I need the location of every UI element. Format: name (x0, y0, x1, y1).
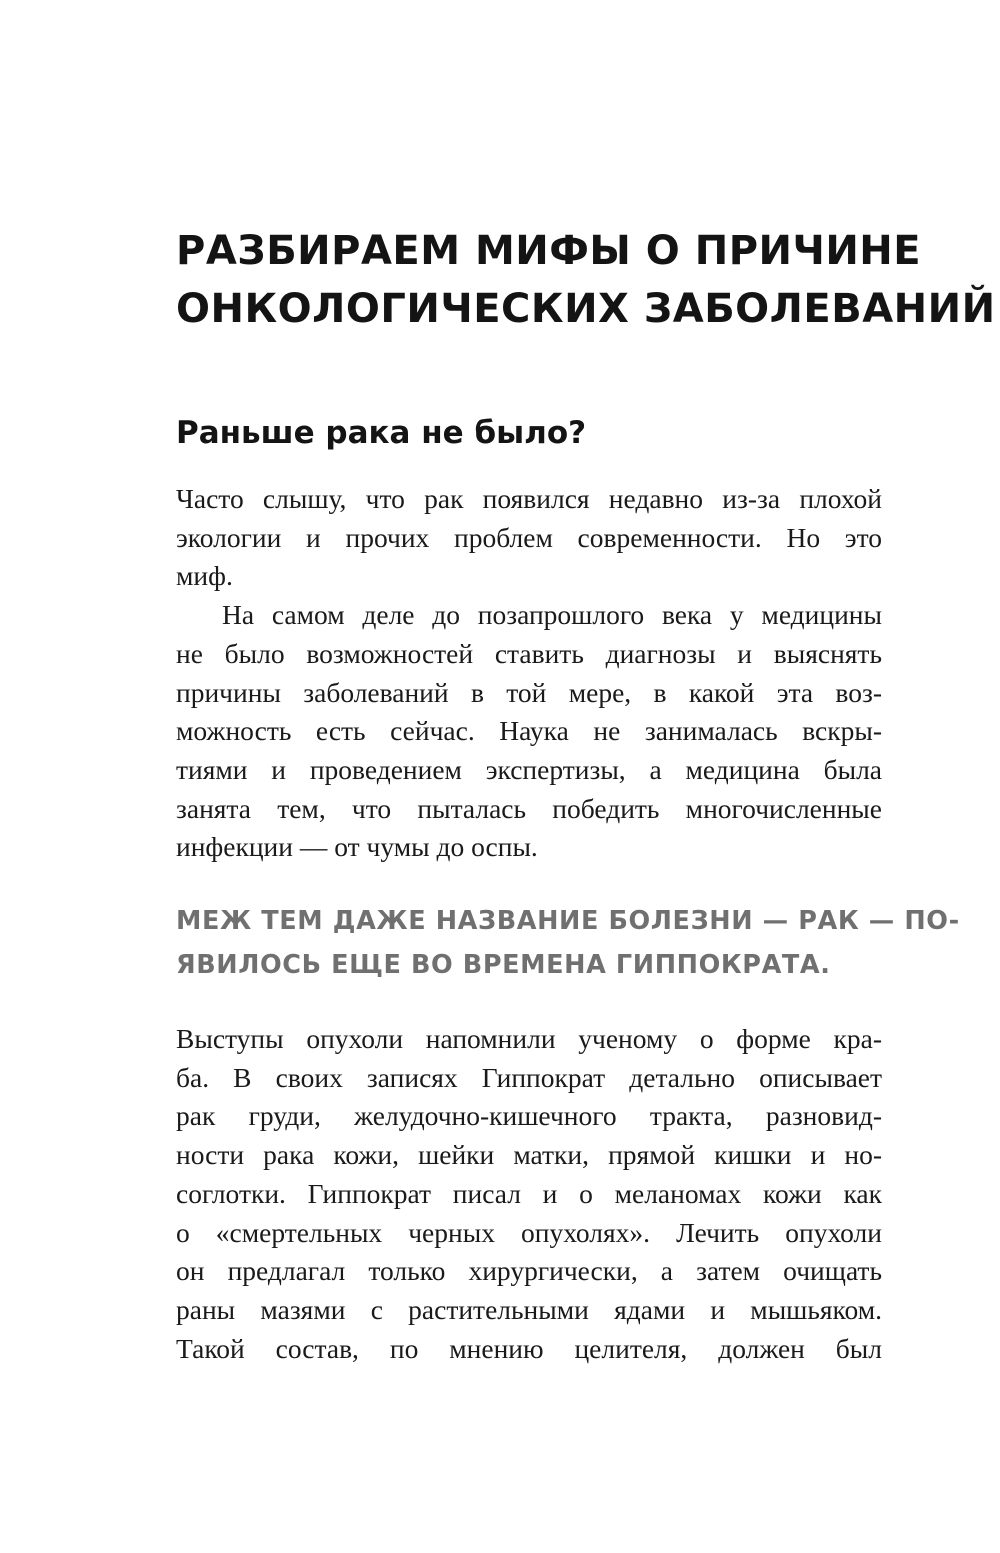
paragraph-2-line: не было возможностей ставить диагнозы и выяснять (176, 637, 882, 669)
paragraph-3-line: ности рака кожи, шейки матки, прямой кишки и но- (176, 1139, 882, 1171)
paragraph-3-line: раны мазями с растительными ядами и мышьяком. (176, 1293, 882, 1325)
paragraph-3-line: о «смертельных черных опухолях». Лечить опухоли (176, 1216, 882, 1248)
body-block-1 (176, 480, 882, 867)
chapter-title-line-2: ОНКОЛОГИЧЕСКИХ ЗАБОЛЕВАНИЙ (176, 286, 996, 332)
paragraph-2-line: тиями и проведением экспертизы, а медицина была (176, 753, 882, 785)
paragraph-3-line: Выступы опухоли напомнили ученому о форме кра- (176, 1023, 882, 1054)
paragraph-1-line: Часто слышу, что рак появился недавно из-за плохой (176, 483, 882, 514)
paragraph-3-line: Такой состав, по мнению целителя, должен был (176, 1332, 882, 1364)
pull-quote-line: ЯВИЛОСЬ ЕЩЕ ВО ВРЕМЕНА ГИППОКРАТА. (176, 950, 831, 980)
pull-quote-line: МЕЖ ТЕМ ДАЖЕ НАЗВАНИЕ БОЛЕЗНИ — РАК — ПО- (176, 906, 960, 936)
paragraph-2-line: На самом деле до позапрошлого века у медицины (222, 599, 882, 631)
paragraph-3-line: соглотки. Гиппократ писал и о меланомах кожи как (176, 1177, 882, 1209)
paragraph-1-line: экологии и прочих проблем современности. Но это (176, 521, 882, 553)
paragraph-3 (176, 1020, 882, 1368)
body-block-2 (176, 1020, 882, 1368)
paragraph-2 (176, 596, 882, 867)
section-title: Раньше рака не было? (176, 415, 587, 451)
paragraph-3-line: ба. В своих записях Гиппократ детально описывает (176, 1061, 882, 1093)
paragraph-2-line: занята тем, что пыталась победить многочисленные (176, 792, 882, 824)
paragraph-3-line: рак груди, желудочно-кишечного тракта, разновид- (176, 1100, 882, 1132)
paragraph-2-line: можность есть сейчас. Наука не занималась вскры- (176, 715, 882, 747)
paragraph-2-line: причины заболеваний в той мере, в какой эта воз- (176, 676, 882, 708)
chapter-title (176, 222, 996, 338)
paragraph-1-line: миф. (176, 560, 233, 592)
paragraph-2-line: инфекции — от чумы до оспы. (176, 831, 538, 863)
paragraph-3-line: он предлагал только хирургически, а затем очищать (176, 1255, 882, 1287)
chapter-title-line-1: РАЗБИРАЕМ МИФЫ О ПРИЧИНЕ (176, 228, 922, 274)
paragraph-1 (176, 480, 882, 596)
pull-quote (176, 899, 960, 987)
